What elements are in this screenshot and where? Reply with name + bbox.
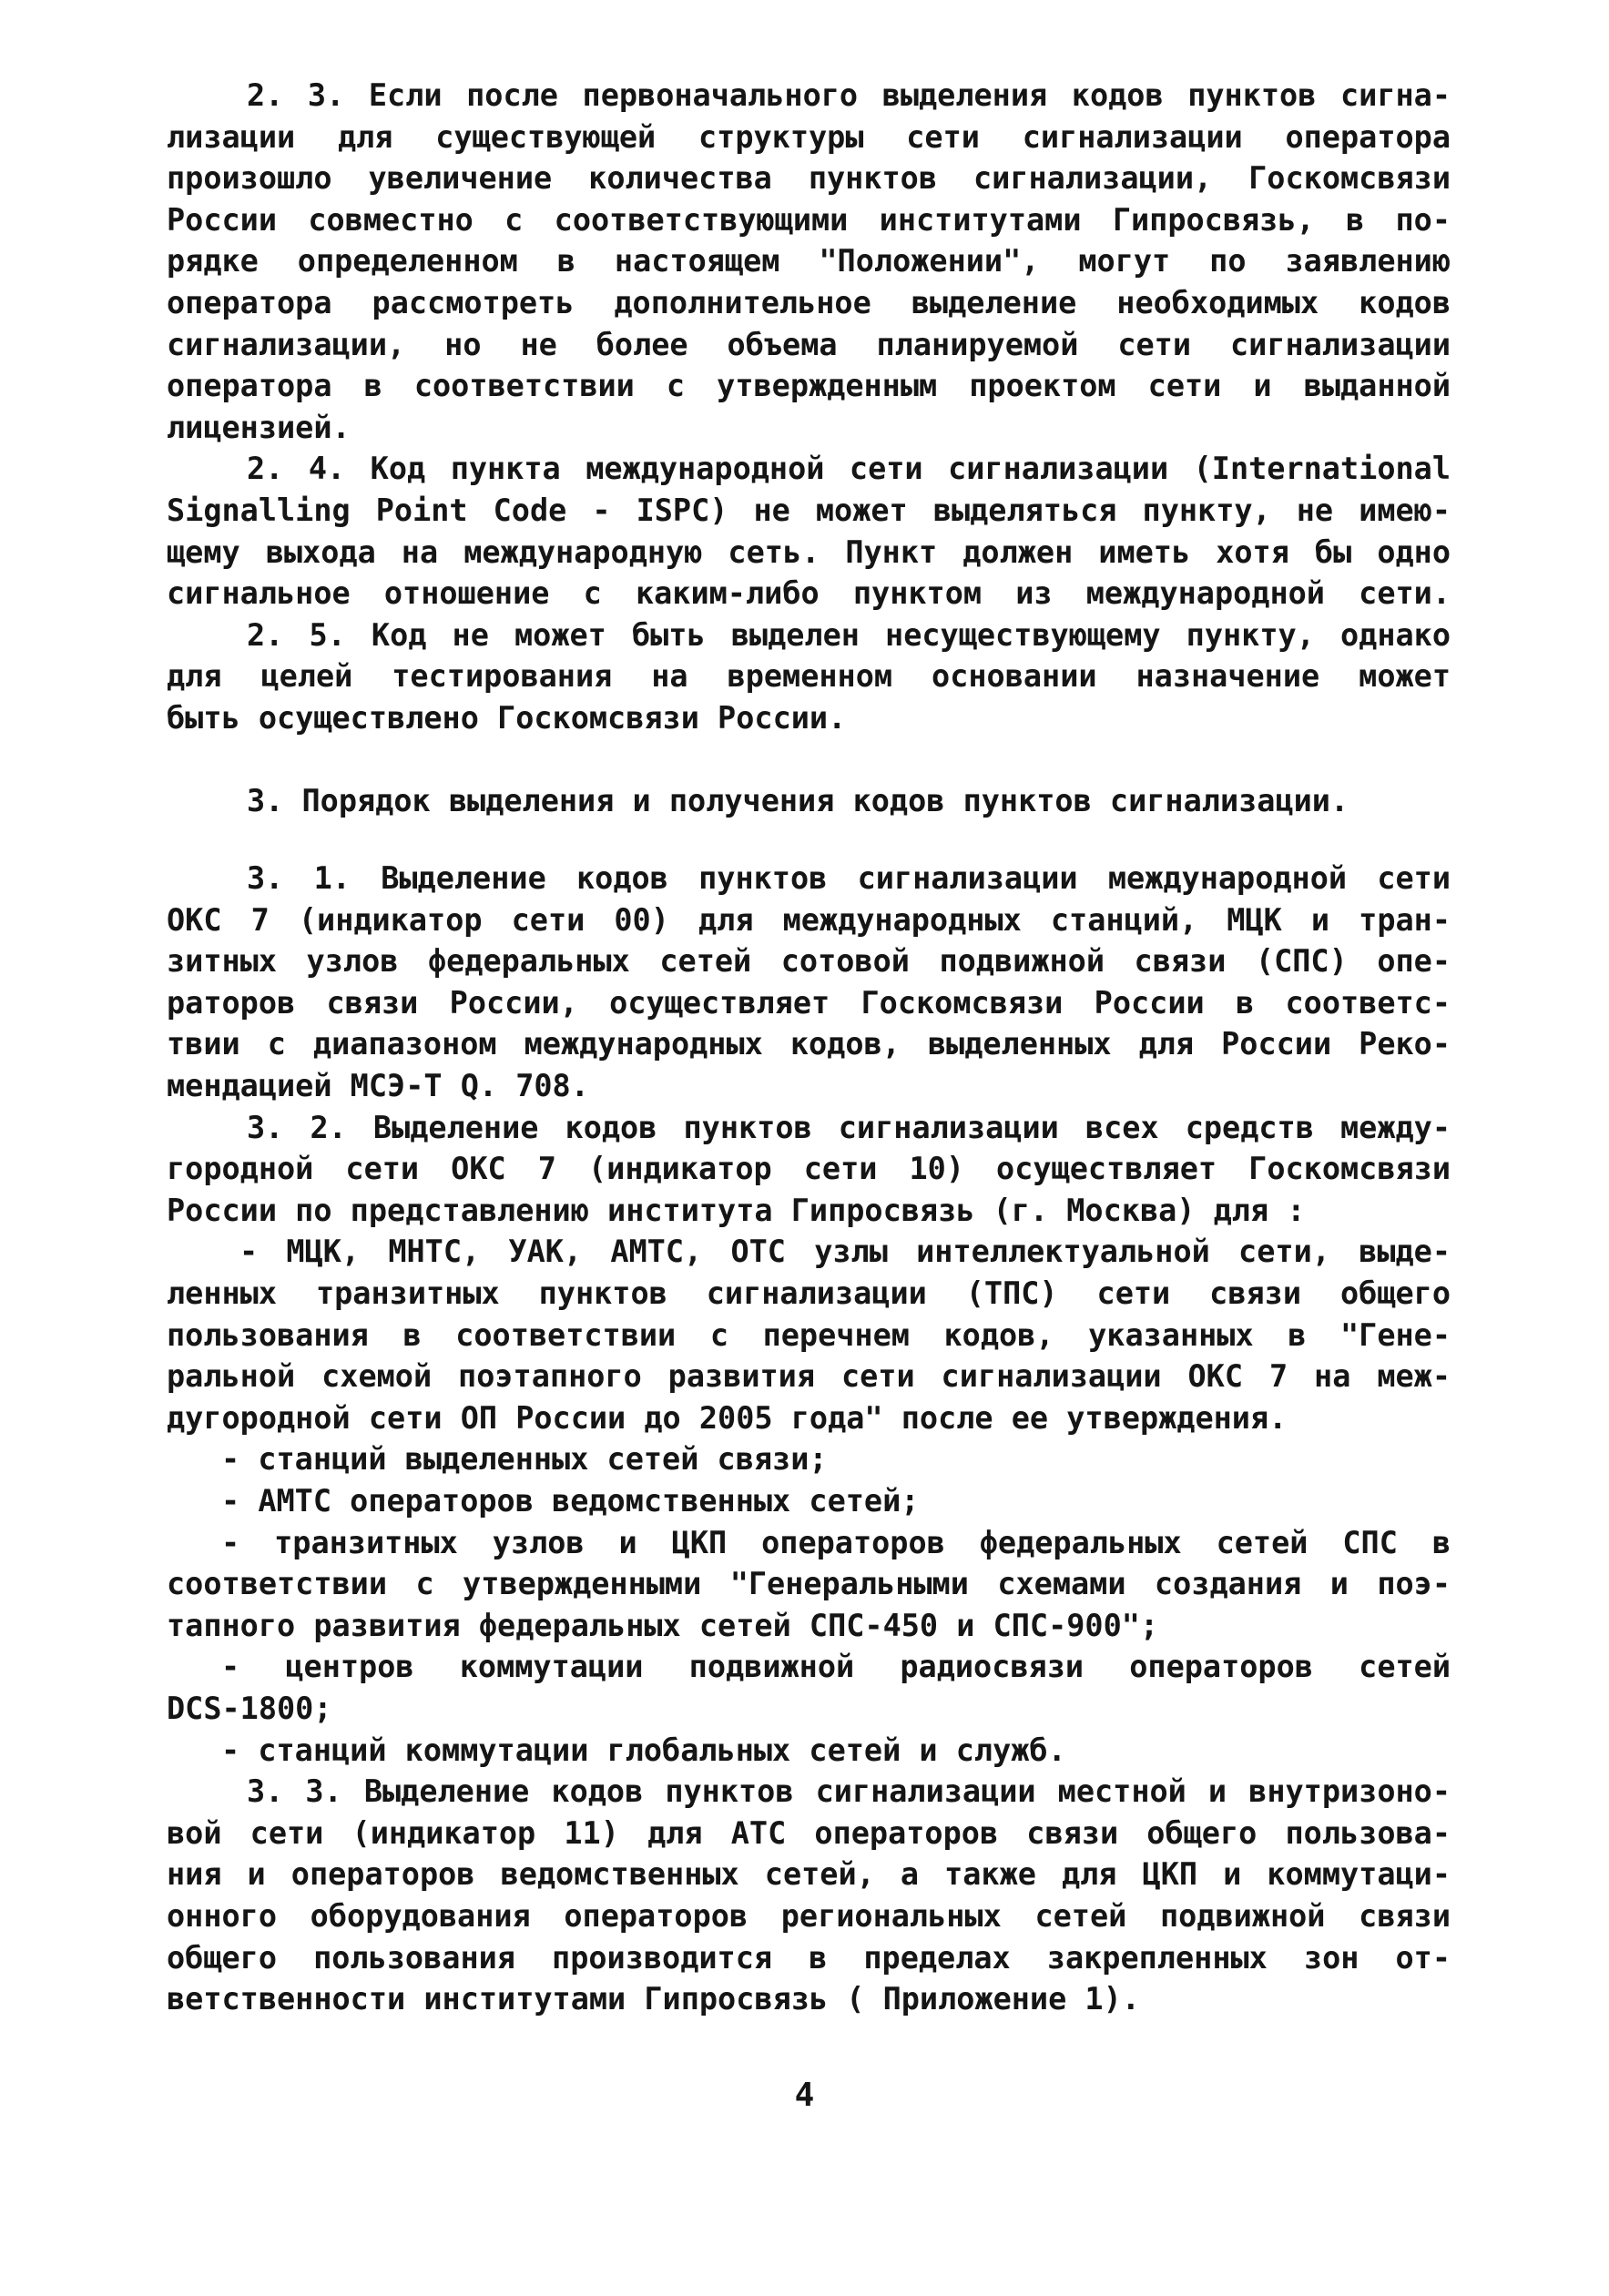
text-line: тапного развития федеральных сетей СПС-450 и СПС-900"; — [167, 1607, 1159, 1643]
text-line: 3. 2. Выделение кодов пунктов сигнализации всех средств между- — [247, 1109, 1451, 1145]
text-line: пользования в соответствии с перечнем кодов, указанных в "Гене- — [167, 1316, 1451, 1353]
text-line: ОКС 7 (индикатор сети 00) для международных станций, МЦК и тран- — [167, 901, 1451, 938]
text-line: щему выхода на международную сеть. Пункт должен иметь хотя бы одно — [167, 533, 1451, 570]
text-line: произошло увеличение количества пунктов сигнализации, Госкомсвязи — [167, 160, 1451, 197]
list-item: - центров коммутации подвижной радиосвязи операторов сетей — [221, 1649, 1451, 1685]
text-line: для целей тестирования на временном основании назначение может — [167, 658, 1451, 695]
text-line: оператора в соответствии с утвержденным проектом сети и выданной — [167, 368, 1451, 404]
text-line: рядке определенном в настоящем "Положении", могут по заявлению — [167, 243, 1451, 279]
text-line: ния и операторов ведомственных сетей, а также для ЦКП и коммутаци- — [167, 1856, 1451, 1893]
text-line: Signalling Point Code - ISPC) не может выделяться пункту, не имею- — [167, 492, 1451, 528]
text-line: 2. 5. Код не может быть выделен несуществующему пункту, однако — [247, 616, 1451, 653]
text-line: дугородной сети ОП России до 2005 года" после ее утверждения. — [167, 1399, 1288, 1436]
text-line: ральной схемой поэтапного развития сети сигнализации ОКС 7 на меж- — [167, 1358, 1451, 1395]
text-line: городной сети ОКС 7 (индикатор сети 10) осуществляет Госкомсвязи — [167, 1151, 1451, 1187]
text-line: 3. 1. Выделение кодов пунктов сигнализации международной сети — [247, 860, 1451, 897]
list-item: - станций коммутации глобальных сетей и служб. — [221, 1732, 1066, 1768]
text-line: 2. 4. Код пункта международной сети сигнализации (International — [247, 451, 1451, 487]
text-line: мендацией МСЭ-Т Q. 708. — [167, 1068, 589, 1104]
text-line: быть осуществлено Госкомсвязи России. — [167, 699, 847, 736]
text-line: сигнальное отношение с каким-либо пунктом из международной сети. — [167, 575, 1451, 612]
text-line: твии с диапазоном международных кодов, выделенных для России Реко- — [167, 1026, 1451, 1062]
text-line: сигнализации, но не более объема планируемой сети сигнализации — [167, 326, 1451, 362]
text-line: лицензией. — [167, 409, 351, 445]
page-number: 4 — [794, 2077, 815, 2114]
text-line: ветственности институтами Гипросвязь ( Приложение 1). — [167, 1981, 1140, 2017]
text-line: 2. 3. Если после первоначального выделения кодов пунктов сигна- — [247, 77, 1451, 113]
text-line: DCS-1800; — [167, 1690, 332, 1726]
text-line: России по представлению института Гипросвязь (г. Москва) для : — [167, 1192, 1306, 1228]
list-item: - МЦК, МНТС, УАК, АМТС, ОТС узлы интеллектуальной сети, выде- — [239, 1234, 1451, 1270]
text-line: вой сети (индикатор 11) для АТС операторов связи общего пользова- — [167, 1814, 1451, 1851]
text-line: онного оборудования операторов региональных сетей подвижной связи — [167, 1897, 1451, 1934]
list-item: - АМТС операторов ведомственных сетей; — [221, 1483, 920, 1519]
text-line: зитных узлов федеральных сетей сотовой подвижной связи (СПС) опе- — [167, 943, 1451, 980]
list-item: - станций выделенных сетей связи; — [221, 1441, 828, 1478]
text-line: общего пользования производится в пределах закрепленных зон от- — [167, 1939, 1451, 1976]
text-line: соответствии с утвержденными "Генеральными схемами создания и поэ- — [167, 1566, 1451, 1602]
section-heading: 3. Порядок выделения и получения кодов пунктов сигнализации. — [247, 782, 1349, 818]
text-line: 3. 3. Выделение кодов пунктов сигнализации местной и внутризоно- — [247, 1773, 1451, 1810]
text-line: раторов связи России, осуществляет Госкомсвязи России в соответс- — [167, 984, 1451, 1021]
list-item: - транзитных узлов и ЦКП операторов федеральных сетей СПС в — [221, 1524, 1451, 1560]
document-body — [167, 75, 1451, 2020]
text-line: оператора рассмотреть дополнительное выделение необходимых кодов — [167, 284, 1451, 320]
text-line: лизации для существующей структуры сети сигнализации оператора — [167, 118, 1451, 155]
text-line: ленных транзитных пунктов сигнализации (ТПС) сети связи общего — [167, 1275, 1451, 1312]
text-line: России совместно с соответствующими институтами Гипросвязь, в по- — [167, 201, 1451, 238]
